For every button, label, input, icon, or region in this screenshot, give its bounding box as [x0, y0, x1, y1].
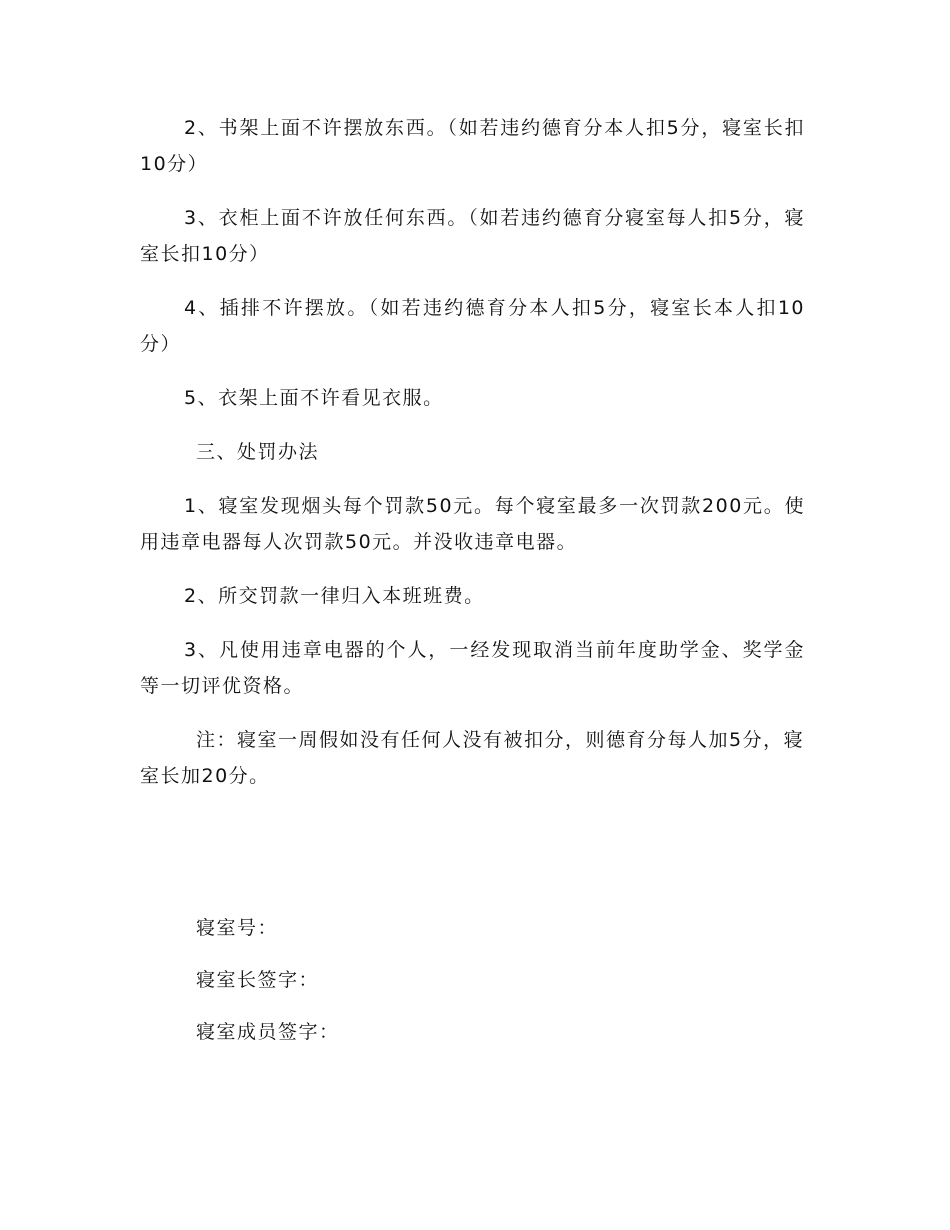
rule-bookshelf: 2、书架上面不许摆放东西。（如若违约德育分本人扣5分，寝室长扣10分）	[140, 117, 805, 175]
penalty-appliance: 3、凡使用违章电器的个人，一经发现取消当前年度助学金、奖学金等一切评优资格。	[140, 639, 805, 697]
penalty-cigarette: 1、寝室发现烟头每个罚款50元。每个寝室最多一次罚款200元。使用违章电器每人次罚款50元。并没收违章电器。	[140, 495, 805, 553]
signature-block	[196, 910, 340, 1066]
document-body	[140, 110, 805, 812]
rule-hanger: 5、衣架上面不许看见衣服。	[184, 387, 444, 409]
penalty-fee: 2、所交罚款一律归入本班班费。	[184, 585, 485, 607]
leader-signature-label: 寝室长签字：	[196, 969, 320, 991]
room-number-label: 寝室号：	[196, 917, 279, 939]
section-heading-penalties: 三、处罚办法	[196, 441, 320, 463]
rule-wardrobe: 3、衣柜上面不许放任何东西。（如若违约德育分寝室每人扣5分，寝室长扣10分）	[140, 207, 805, 265]
bonus-note: 注：寝室一周假如没有任何人没有被扣分，则德育分每人加5分，寝室长加20分。	[140, 729, 805, 787]
rule-power-strip: 4、插排不许摆放。（如若违约德育分本人扣5分，寝室长本人扣10分）	[140, 297, 805, 355]
members-signature-label: 寝室成员签字：	[196, 1021, 340, 1043]
